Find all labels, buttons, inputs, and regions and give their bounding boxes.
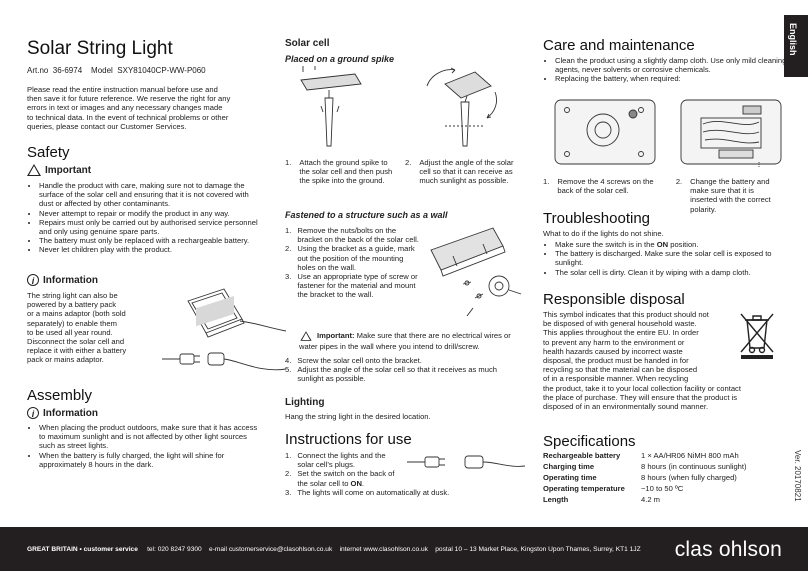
care-step [676,177,783,214]
spec-key: Operating temperature [543,484,625,493]
important-heading [27,164,91,176]
info-line: or a mains adaptor (both sold [27,309,126,319]
footer-country: GREAT BRITAIN • customer service [27,546,138,553]
step-number: 2. [285,244,292,254]
item-bold: ON [656,240,669,249]
safety-item: • Repairs must only be carried out by authorised service personnel and only using genuine spare parts. [39,218,263,236]
wall-step [285,356,525,365]
spike-steps [285,158,525,186]
info-line: pack or mains adaptor. [27,355,104,365]
step-text: Connect the lights and the solar cell’s plugs. [297,451,386,470]
step-number: 1. [285,451,292,460]
spec-row [543,461,747,472]
troubleshooting-list [543,240,785,277]
care-item: • Replacing the battery, when required: [555,74,793,83]
instructions-heading: Instructions for use [285,431,412,448]
important-note [285,330,525,351]
disposal-line: be disposed of with general household waste. [543,319,697,329]
step-number: 3. [285,487,292,497]
info-line: Disconnect the solar cell and [27,337,125,347]
specifications-heading: Specifications [543,433,636,450]
battery-replacement-illustration [553,96,785,170]
article-info [27,66,206,75]
column-left [27,0,259,469]
step-text: Screw the solar cell onto the bracket. [297,356,422,365]
safety-item: • Never let children play with the product. [39,245,263,254]
art-number: 36-6974 [52,66,83,75]
language-label: English [788,23,798,56]
info-line: to be used all year round. [27,327,113,337]
disposal-line: disposal, the product must be handed in for [543,356,689,366]
disposal-text [543,310,741,412]
footer-contact [27,546,641,553]
warning-icon [300,331,311,341]
info-line: replace it with either a battery [27,346,127,356]
warning-icon [27,164,41,176]
step-number: 3. [285,272,292,282]
disposal-line: recycling so that the material can be disposed [543,365,698,375]
step-number: 1. [543,177,550,186]
step-text: Change the battery and make sure that it is inserted with the correct polarity. [690,177,771,214]
spec-key: Operating time [543,473,597,482]
item-text-end: position. [668,240,699,249]
disposal-line: of in a responsible manner. When recycling [543,374,689,384]
intro-text [27,85,262,131]
spec-key: Length [543,495,569,504]
care-steps [543,177,783,214]
wall-step [285,226,421,244]
item-text: Make sure the switch is in the [555,240,657,249]
spec-row [543,494,747,505]
spec-key: Charging time [543,462,595,471]
version-label: Ver. 20170821 [793,450,802,502]
spec-value: 4.2 m [641,495,660,504]
page-title: Solar String Light [27,38,173,59]
disposal-line: disposed of in an environmentally sound manner. [543,402,709,412]
step-bold: ON [350,478,362,488]
assembly-heading: Assembly [27,387,93,404]
disposal-line: the place of purchase. They will ensure that the product is [543,392,738,402]
info-line: The string light can also be [27,291,118,300]
spec-row [543,483,747,494]
troubleshooting-item [555,240,785,249]
step-text: Attach the ground spike to the solar cell and then push the spike into the ground. [299,158,393,186]
instruction-step [285,488,525,497]
instruction-step [285,469,401,487]
footer-postal: postal 10 – 13 Market Place, Kingston Upon Thames, Surrey, KT1 1JZ [435,546,641,553]
spec-value: 8 hours (in continuous sunlight) [641,462,747,471]
brand-logo: clas ohlson [674,538,782,561]
safety-item: • The battery must only be replaced with a rechargeable battery. [39,236,263,245]
troubleshooting-intro: What to do if the lights do not shine. [543,229,664,238]
step-text: Remove the nuts/bolts on the bracket on the back of the solar cell. [297,226,419,245]
info-icon: i [27,407,39,419]
step-number: 2. [405,158,412,167]
spike-step [285,158,395,186]
safety-item: • Never attempt to repair or modify the product in any way. [39,209,263,218]
disposal-heading: Responsible disposal [543,291,685,308]
spec-value: 8 hours (when fully charged) [641,473,737,482]
intro-line: then save it for future reference. We reserve the right for any [27,94,231,104]
wall-step [285,244,421,272]
step-text: Adjust the angle of the solar cell so that it can receive as much sunlight as possible. [419,158,514,186]
troubleshooting-item [555,249,785,267]
assembly-info-label: Information [43,407,98,419]
wall-mount-illustration [423,220,527,320]
intro-line: queries, please contact our Customer Services. [27,121,187,131]
lighting-heading: Lighting [285,397,325,408]
safety-list [27,181,263,255]
weee-bin-icon [737,310,777,360]
safety-item: • Handle the product with care, making sure not to damage the surface of the solar cell and ensuring that it is not covered with dust or affected by other contaminants. [39,181,263,209]
step-text: Adjust the angle of the solar cell so that it receives as much sunlight as possible. [297,365,497,384]
intro-line: Please read the entire instruction manual before use and [27,85,218,94]
spec-row [543,472,747,483]
important-note-label: Important: [317,331,355,340]
assembly-item: • When placing the product outdoors, make sure that it has access to maximum sunlight and is not affected by other light sources such as street lights. [39,423,263,451]
footer-internet: internet www.clasohlson.co.uk [339,546,428,553]
spec-value: −10 to 50 ºC [641,484,684,493]
intro-line: errors in text or images and any necessary changes made [27,103,223,113]
step-number: 2. [285,469,292,479]
intro-line: to technical data. In the event of technical problems or other [27,112,229,122]
wall-step [285,365,525,383]
step-number: 1. [285,158,292,167]
instruction-step [285,451,397,469]
model-number: SXY81040CP-WW-P060 [117,66,206,75]
troubleshooting-heading: Troubleshooting [543,210,651,227]
step-number: 1. [285,226,292,235]
step-text: Set the switch on the back of the solar cell to [297,469,395,488]
info-text [27,291,157,365]
info-heading [27,274,98,286]
disposal-line: the product, take it to your local collection facility or contact [543,383,741,393]
care-list [543,56,793,84]
plug-connection-illustration [405,448,527,478]
solar-cell-heading: Solar cell [285,38,330,49]
disposal-line: health hazards caused by incorrect waste [543,346,683,356]
model-label: Model [91,66,113,75]
step-number: 2. [675,177,683,186]
care-item: • Clean the product using a slightly damp cloth. Use only mild cleaning agents, never solvents or corrosive chemicals. [555,56,793,74]
info-line: separately) to enable them [27,318,117,328]
spec-value: 1 × AA/HR06 NiMH 800 mAh [641,451,739,460]
art-label: Art.no [27,66,49,75]
wall-subheading: Fastened to a structure such as a wall [285,210,448,220]
solar-cell-plug-illustration [160,283,288,378]
step-text: Using the bracket as a guide, mark out the position of the mounting holes on the wall. [297,244,415,272]
step-text-end: . [361,478,365,488]
wall-step [285,272,421,300]
info-label: Information [43,274,98,286]
step-number: 4. [285,356,292,365]
care-step [543,177,664,214]
important-label: Important [45,164,92,176]
assembly-info-heading [27,407,98,419]
wall-steps [285,226,421,300]
info-line: powered by a battery pack [27,300,117,310]
item-text: The battery is discharged. Make sure the solar cell is exposed to sunlight. [555,249,772,268]
spike-step [405,158,525,186]
step-text: The lights will come on automatically at dusk. [297,487,450,497]
footer-bar [0,527,808,571]
step-text: Use an appropriate type of screw or fastener for the material and mount the bracket to the wall. [297,272,418,300]
ground-spike-illustration [295,66,515,152]
important-note-text: Make sure that there are no electrical wires or water pipes in the wall where you intend to drill/screw. [299,331,511,351]
assembly-list [27,423,263,469]
disposal-line: This symbol indicates that this product should not [543,310,709,319]
care-heading: Care and maintenance [543,37,695,54]
lighting-text: Hang the string light in the desired location. [285,412,431,421]
safety-heading: Safety [27,144,70,161]
footer-tel: tel: 020 8247 9300 [147,546,202,553]
step-text: Remove the 4 screws on the back of the solar cell. [557,177,654,196]
item-text: The solar cell is dirty. Clean it by wiping with a damp cloth. [555,267,751,277]
step-number: 5. [285,365,292,375]
troubleshooting-item [555,268,785,277]
disposal-line: to prevent any harm to the environment or [543,337,685,347]
spike-subheading: Placed on a ground spike [285,54,395,64]
info-icon: i [27,274,39,286]
specifications-table [543,450,747,505]
footer-email: e-mail customerservice@clasohlson.co.uk [209,546,333,553]
wall-steps-after [285,356,525,384]
spec-row [543,450,747,461]
spec-key: Rechargeable battery [543,451,621,460]
assembly-item: • When the battery is fully charged, the light will shine for approximately 8 hours in the dark. [39,451,263,469]
disposal-line: This applies throughout the entire EU. In order [543,328,699,338]
